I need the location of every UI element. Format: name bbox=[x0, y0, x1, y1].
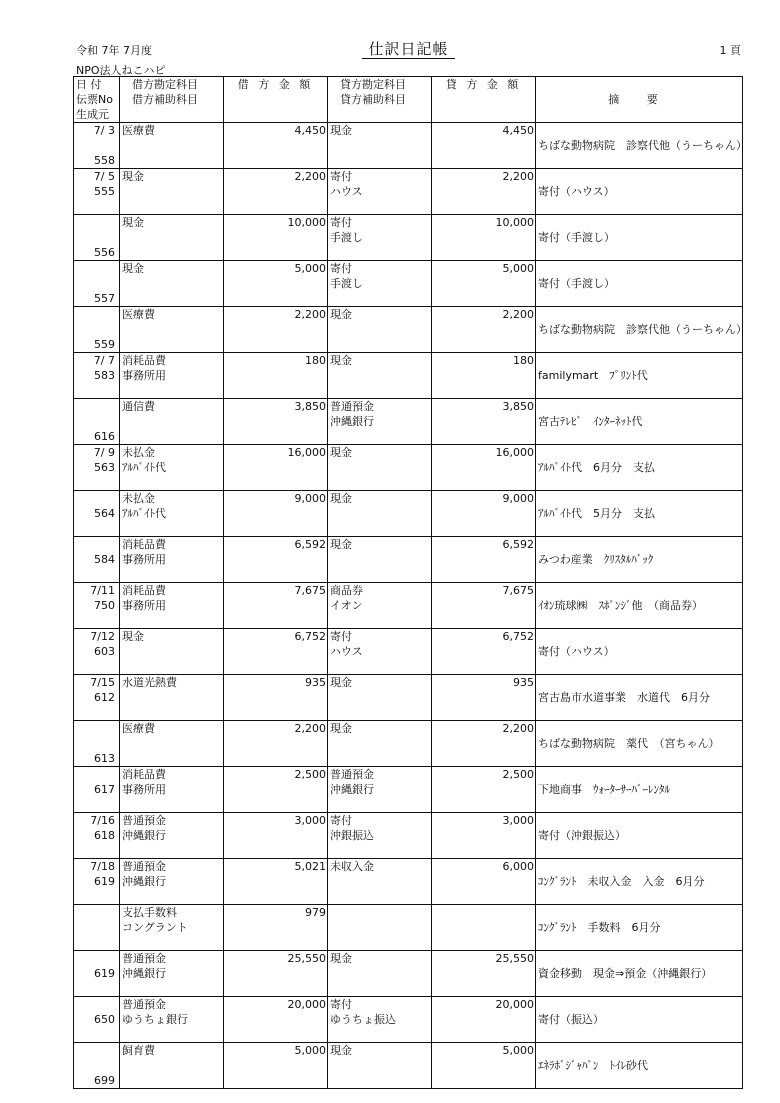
credit-account: 寄付 bbox=[330, 170, 352, 183]
entry-date bbox=[74, 491, 115, 506]
voucher-number: 563 bbox=[94, 461, 115, 474]
credit-account-cell bbox=[328, 537, 432, 583]
credit-account: 商品券 bbox=[330, 584, 363, 597]
credit-account: 現金 bbox=[330, 124, 352, 137]
voucher-number: 613 bbox=[94, 752, 115, 765]
credit-amount: 6,592 bbox=[432, 537, 536, 583]
credit-account: 未収入金 bbox=[330, 860, 374, 873]
date-cell bbox=[74, 905, 120, 951]
voucher-number: 750 bbox=[94, 599, 115, 612]
debit-amount: 5,000 bbox=[224, 1043, 328, 1089]
entry-date bbox=[74, 1043, 115, 1058]
debit-amount: 5,021 bbox=[224, 859, 328, 905]
credit-amount: 2,500 bbox=[432, 767, 536, 813]
date-cell bbox=[74, 169, 120, 215]
date-cell bbox=[74, 675, 120, 721]
entry-date: 7/ 5 bbox=[93, 170, 115, 183]
debit-amount: 5,000 bbox=[224, 261, 328, 307]
debit-sub-account: 事務所用 bbox=[122, 369, 166, 382]
debit-amount: 2,200 bbox=[224, 721, 328, 767]
debit-account: 普通預金 bbox=[122, 814, 166, 827]
debit-account: 現金 bbox=[122, 170, 144, 183]
debit-account-cell bbox=[120, 583, 224, 629]
table-row bbox=[74, 261, 743, 307]
table-row bbox=[74, 491, 743, 537]
entry-date: 7/11 bbox=[90, 584, 115, 597]
credit-amount: 9,000 bbox=[432, 491, 536, 537]
debit-sub-account: 事務所用 bbox=[122, 553, 166, 566]
debit-account: 未払金 bbox=[122, 492, 155, 505]
memo: 宮古ﾃﾚﾋﾞ ｲﾝﾀｰﾈｯﾄ代 bbox=[536, 399, 743, 445]
debit-account-cell bbox=[120, 169, 224, 215]
voucher-number: 557 bbox=[94, 292, 115, 305]
table-row bbox=[74, 1043, 743, 1089]
credit-account-cell bbox=[328, 859, 432, 905]
debit-account-cell bbox=[120, 1043, 224, 1089]
table-row bbox=[74, 583, 743, 629]
credit-amount: 10,000 bbox=[432, 215, 536, 261]
debit-account-cell bbox=[120, 491, 224, 537]
voucher-number: 612 bbox=[94, 691, 115, 704]
debit-account-header-line: 借方勘定科目 bbox=[132, 78, 198, 91]
credit-account: 現金 bbox=[330, 308, 352, 321]
voucher-number: 555 bbox=[94, 185, 115, 198]
debit-amount: 16,000 bbox=[224, 445, 328, 491]
credit-account-cell bbox=[328, 445, 432, 491]
debit-account: 飼育費 bbox=[122, 1044, 155, 1057]
table-row bbox=[74, 951, 743, 997]
date-cell bbox=[74, 859, 120, 905]
entry-date bbox=[74, 721, 115, 736]
credit-amount: 16,000 bbox=[432, 445, 536, 491]
page-title-text: 仕訳日記帳 bbox=[362, 40, 454, 59]
entry-date bbox=[74, 905, 115, 920]
voucher-number: 556 bbox=[94, 246, 115, 259]
table-row bbox=[74, 123, 743, 169]
table-row bbox=[74, 997, 743, 1043]
memo-header: 摘 要 bbox=[536, 77, 743, 123]
date-cell bbox=[74, 307, 120, 353]
date-cell bbox=[74, 997, 120, 1043]
credit-account-cell bbox=[328, 813, 432, 859]
debit-account-cell bbox=[120, 997, 224, 1043]
memo: 寄付（沖銀振込） bbox=[536, 813, 743, 859]
debit-account-cell bbox=[120, 215, 224, 261]
entry-date: 7/15 bbox=[90, 676, 115, 689]
memo: ｺﾝｸﾞﾗﾝﾄ 未収入金 入金 6月分 bbox=[536, 859, 743, 905]
table-row bbox=[74, 445, 743, 491]
date-cell bbox=[74, 123, 120, 169]
entry-date bbox=[74, 767, 115, 782]
date-cell bbox=[74, 537, 120, 583]
credit-account-cell bbox=[328, 951, 432, 997]
debit-sub-header-line: 借方補助科目 bbox=[132, 93, 198, 106]
credit-account-cell bbox=[328, 399, 432, 445]
credit-account-cell bbox=[328, 675, 432, 721]
date-cell bbox=[74, 951, 120, 997]
credit-account: 現金 bbox=[330, 1044, 352, 1057]
debit-amount: 9,000 bbox=[224, 491, 328, 537]
voucher-number: 603 bbox=[94, 645, 115, 658]
voucher-number: 583 bbox=[94, 369, 115, 382]
voucher-number: 617 bbox=[94, 783, 115, 796]
memo: みつわ産業 ｸﾘｽﾀﾙﾊﾞｯｸ bbox=[536, 537, 743, 583]
credit-account-cell bbox=[328, 491, 432, 537]
debit-account-cell bbox=[120, 859, 224, 905]
credit-amount: 2,200 bbox=[432, 307, 536, 353]
debit-account: 現金 bbox=[122, 216, 144, 229]
credit-amount: 180 bbox=[432, 353, 536, 399]
debit-account-cell bbox=[120, 813, 224, 859]
debit-account: 通信費 bbox=[122, 400, 155, 413]
memo: 寄付（手渡し） bbox=[536, 261, 743, 307]
credit-account-cell bbox=[328, 307, 432, 353]
page-number: 1 頁 bbox=[719, 44, 741, 57]
debit-amount: 2,200 bbox=[224, 169, 328, 215]
credit-amount: 2,200 bbox=[432, 169, 536, 215]
entry-date: 7/ 3 bbox=[93, 124, 115, 137]
credit-amount bbox=[432, 905, 536, 951]
entry-date: 7/12 bbox=[90, 630, 115, 643]
debit-amount: 3,850 bbox=[224, 399, 328, 445]
debit-account-header bbox=[120, 77, 224, 123]
debit-account: 消耗品費 bbox=[122, 584, 166, 597]
voucher-number: 564 bbox=[94, 507, 115, 520]
debit-account-cell bbox=[120, 629, 224, 675]
credit-account-cell bbox=[328, 261, 432, 307]
debit-account-cell bbox=[120, 537, 224, 583]
credit-amount: 3,850 bbox=[432, 399, 536, 445]
journal-body bbox=[74, 123, 747, 1089]
debit-account-cell bbox=[120, 905, 224, 951]
debit-amount: 7,675 bbox=[224, 583, 328, 629]
voucher-number: 619 bbox=[94, 967, 115, 980]
memo: 寄付（ハウス） bbox=[536, 169, 743, 215]
table-row bbox=[74, 905, 743, 951]
debit-account-cell bbox=[120, 951, 224, 997]
credit-account-header-line: 貸方勘定科目 bbox=[340, 78, 406, 91]
date-cell bbox=[74, 813, 120, 859]
organization-name: NPO法人ねこハピ bbox=[76, 64, 166, 77]
credit-amount: 4,450 bbox=[432, 123, 536, 169]
entry-date bbox=[74, 307, 115, 322]
memo: ちばな動物病院 診察代他（うーちゃん） bbox=[536, 123, 743, 169]
credit-account: 現金 bbox=[330, 446, 352, 459]
entry-date: 7/16 bbox=[90, 814, 115, 827]
date-header-line: 日 付 bbox=[76, 78, 102, 91]
entry-date: 7/ 9 bbox=[93, 446, 115, 459]
debit-amount: 25,550 bbox=[224, 951, 328, 997]
table-row bbox=[74, 675, 743, 721]
debit-amount: 4,450 bbox=[224, 123, 328, 169]
table-row bbox=[74, 813, 743, 859]
credit-amount: 5,000 bbox=[432, 261, 536, 307]
debit-amount: 3,000 bbox=[224, 813, 328, 859]
table-row bbox=[74, 721, 743, 767]
entry-date: 7/18 bbox=[90, 860, 115, 873]
credit-account: 普通預金 bbox=[330, 768, 374, 781]
credit-amount: 25,550 bbox=[432, 951, 536, 997]
debit-account: 普通預金 bbox=[122, 998, 166, 1011]
journal-table bbox=[73, 76, 747, 1089]
table-row bbox=[74, 169, 743, 215]
table-row bbox=[74, 215, 743, 261]
credit-account: 寄付 bbox=[330, 814, 352, 827]
memo: ｲｵﾝ琉球㈱ ｽﾎﾟﾝｼﾞ他 （商品券） bbox=[536, 583, 743, 629]
debit-sub-account: コングラント bbox=[122, 921, 188, 934]
credit-sub-account: 沖縄銀行 bbox=[330, 783, 374, 796]
source-header-line: 生成元 bbox=[76, 108, 109, 121]
debit-account: 消耗品費 bbox=[122, 768, 166, 781]
debit-sub-account: 沖縄銀行 bbox=[122, 829, 166, 842]
credit-account: 現金 bbox=[330, 354, 352, 367]
debit-account: 医療費 bbox=[122, 722, 155, 735]
date-cell bbox=[74, 767, 120, 813]
entry-date bbox=[74, 261, 115, 276]
credit-amount: 6,752 bbox=[432, 629, 536, 675]
credit-account-cell bbox=[328, 123, 432, 169]
credit-amount: 935 bbox=[432, 675, 536, 721]
credit-account: 現金 bbox=[330, 722, 352, 735]
credit-amount: 20,000 bbox=[432, 997, 536, 1043]
debit-sub-account: ｱﾙﾊﾞｲﾄ代 bbox=[122, 461, 166, 474]
debit-amount: 180 bbox=[224, 353, 328, 399]
credit-amount: 6,000 bbox=[432, 859, 536, 905]
credit-account-cell bbox=[328, 721, 432, 767]
credit-account-header bbox=[328, 77, 432, 123]
credit-account-cell bbox=[328, 905, 432, 951]
credit-amount-header: 貸 方 金 額 bbox=[432, 77, 536, 123]
debit-sub-account: ゆうちょ銀行 bbox=[122, 1013, 188, 1026]
credit-account-cell bbox=[328, 169, 432, 215]
debit-amount: 979 bbox=[224, 905, 328, 951]
debit-account: 未払金 bbox=[122, 446, 155, 459]
credit-account: 寄付 bbox=[330, 262, 352, 275]
credit-account: 現金 bbox=[330, 492, 352, 505]
date-cell bbox=[74, 399, 120, 445]
table-header-row bbox=[74, 77, 743, 123]
credit-account: 寄付 bbox=[330, 630, 352, 643]
page-title bbox=[76, 38, 741, 59]
memo: 宮古島市水道事業 水道代 6月分 bbox=[536, 675, 743, 721]
memo: 寄付（手渡し） bbox=[536, 215, 743, 261]
debit-account-cell bbox=[120, 675, 224, 721]
debit-sub-account: 事務所用 bbox=[122, 599, 166, 612]
credit-account-cell bbox=[328, 353, 432, 399]
credit-sub-account: ハウス bbox=[330, 185, 363, 198]
debit-amount: 2,200 bbox=[224, 307, 328, 353]
voucher-number: 699 bbox=[94, 1074, 115, 1087]
entry-date bbox=[74, 215, 115, 230]
memo: ちばな動物病院 診察代他（うーちゃん） bbox=[536, 307, 743, 353]
table-row bbox=[74, 767, 743, 813]
date-cell bbox=[74, 491, 120, 537]
date-cell bbox=[74, 629, 120, 675]
credit-sub-account: 沖銀振込 bbox=[330, 829, 374, 842]
voucher-header-line: 伝票No bbox=[76, 93, 113, 106]
table-row bbox=[74, 353, 743, 399]
credit-sub-account: 手渡し bbox=[330, 231, 363, 244]
debit-account-cell bbox=[120, 353, 224, 399]
credit-amount: 3,000 bbox=[432, 813, 536, 859]
debit-account: 消耗品費 bbox=[122, 354, 166, 367]
debit-amount: 2,500 bbox=[224, 767, 328, 813]
credit-amount: 7,675 bbox=[432, 583, 536, 629]
credit-account-cell bbox=[328, 583, 432, 629]
debit-account-cell bbox=[120, 445, 224, 491]
table-row bbox=[74, 307, 743, 353]
memo: ちばな動物病院 薬代 （宮ちゃん） bbox=[536, 721, 743, 767]
debit-amount: 20,000 bbox=[224, 997, 328, 1043]
voucher-number: 559 bbox=[94, 338, 115, 351]
date-column-header bbox=[74, 77, 120, 123]
memo: 寄付（振込） bbox=[536, 997, 743, 1043]
memo: ｺﾝｸﾞﾗﾝﾄ 手数料 6月分 bbox=[536, 905, 743, 951]
voucher-number: 619 bbox=[94, 875, 115, 888]
debit-account-cell bbox=[120, 399, 224, 445]
debit-sub-account: ｱﾙﾊﾞｲﾄ代 bbox=[122, 507, 166, 520]
debit-account-cell bbox=[120, 767, 224, 813]
debit-account-cell bbox=[120, 307, 224, 353]
page-header bbox=[76, 38, 741, 60]
debit-account: 普通預金 bbox=[122, 952, 166, 965]
date-cell bbox=[74, 261, 120, 307]
memo: ｱﾙﾊﾞｲﾄ代 6月分 支払 bbox=[536, 445, 743, 491]
debit-amount: 10,000 bbox=[224, 215, 328, 261]
debit-account-cell bbox=[120, 721, 224, 767]
credit-sub-account: ゆうちょ振込 bbox=[330, 1013, 396, 1026]
debit-amount: 6,752 bbox=[224, 629, 328, 675]
debit-sub-account: 沖縄銀行 bbox=[122, 967, 166, 980]
credit-account: 普通預金 bbox=[330, 400, 374, 413]
table-row bbox=[74, 859, 743, 905]
date-cell bbox=[74, 445, 120, 491]
voucher-number: 616 bbox=[94, 430, 115, 443]
date-cell bbox=[74, 721, 120, 767]
credit-account-cell bbox=[328, 215, 432, 261]
debit-amount-header: 借 方 金 額 bbox=[224, 77, 328, 123]
entry-date bbox=[74, 997, 115, 1012]
voucher-number: 650 bbox=[94, 1013, 115, 1026]
debit-account: 水道光熱費 bbox=[122, 676, 177, 689]
debit-account: 支払手数料 bbox=[122, 906, 177, 919]
fiscal-period: 令和 7年 7月度 bbox=[76, 44, 152, 57]
entry-date bbox=[74, 399, 115, 414]
debit-sub-account: 沖縄銀行 bbox=[122, 875, 166, 888]
debit-account: 消耗品費 bbox=[122, 538, 166, 551]
table-row bbox=[74, 629, 743, 675]
debit-amount: 935 bbox=[224, 675, 328, 721]
memo: 下地商事 ｳｫｰﾀｰｻｰﾊﾞｰﾚﾝﾀﾙ bbox=[536, 767, 743, 813]
table-row bbox=[74, 399, 743, 445]
date-cell bbox=[74, 1043, 120, 1089]
debit-account: 医療費 bbox=[122, 124, 155, 137]
credit-account: 現金 bbox=[330, 538, 352, 551]
memo: 資金移動 現金⇒預金（沖縄銀行） bbox=[536, 951, 743, 997]
entry-date: 7/ 7 bbox=[93, 354, 115, 367]
debit-account-cell bbox=[120, 123, 224, 169]
date-cell bbox=[74, 353, 120, 399]
credit-account-cell bbox=[328, 767, 432, 813]
credit-account: 寄付 bbox=[330, 216, 352, 229]
debit-amount: 6,592 bbox=[224, 537, 328, 583]
credit-account-cell bbox=[328, 629, 432, 675]
credit-sub-header-line: 貸方補助科目 bbox=[340, 93, 406, 106]
debit-account: 現金 bbox=[122, 262, 144, 275]
credit-account-cell bbox=[328, 997, 432, 1043]
credit-account: 現金 bbox=[330, 676, 352, 689]
credit-account-cell bbox=[328, 1043, 432, 1089]
memo: 寄付（ハウス） bbox=[536, 629, 743, 675]
credit-account: 寄付 bbox=[330, 998, 352, 1011]
entry-date bbox=[74, 951, 115, 966]
credit-amount: 2,200 bbox=[432, 721, 536, 767]
memo: ｱﾙﾊﾞｲﾄ代 5月分 支払 bbox=[536, 491, 743, 537]
memo: ｴﾈﾗﾎﾞｼﾞｬﾊﾟﾝ ﾄｲﾚ砂代 bbox=[536, 1043, 743, 1089]
credit-sub-account: 沖縄銀行 bbox=[330, 415, 374, 428]
voucher-number: 584 bbox=[94, 553, 115, 566]
entry-date bbox=[74, 537, 115, 552]
voucher-number: 618 bbox=[94, 829, 115, 842]
debit-account: 現金 bbox=[122, 630, 144, 643]
date-cell bbox=[74, 583, 120, 629]
credit-sub-account: 手渡し bbox=[330, 277, 363, 290]
debit-account: 医療費 bbox=[122, 308, 155, 321]
voucher-number: 558 bbox=[94, 154, 115, 167]
debit-sub-account: 事務所用 bbox=[122, 783, 166, 796]
debit-account-cell bbox=[120, 261, 224, 307]
credit-sub-account: イオン bbox=[330, 599, 363, 612]
credit-amount: 5,000 bbox=[432, 1043, 536, 1089]
memo: familymart ﾌﾟﾘﾝﾄ代 bbox=[536, 353, 743, 399]
credit-account: 現金 bbox=[330, 952, 352, 965]
date-cell bbox=[74, 215, 120, 261]
credit-sub-account: ハウス bbox=[330, 645, 363, 658]
table-row bbox=[74, 537, 743, 583]
debit-account: 普通預金 bbox=[122, 860, 166, 873]
